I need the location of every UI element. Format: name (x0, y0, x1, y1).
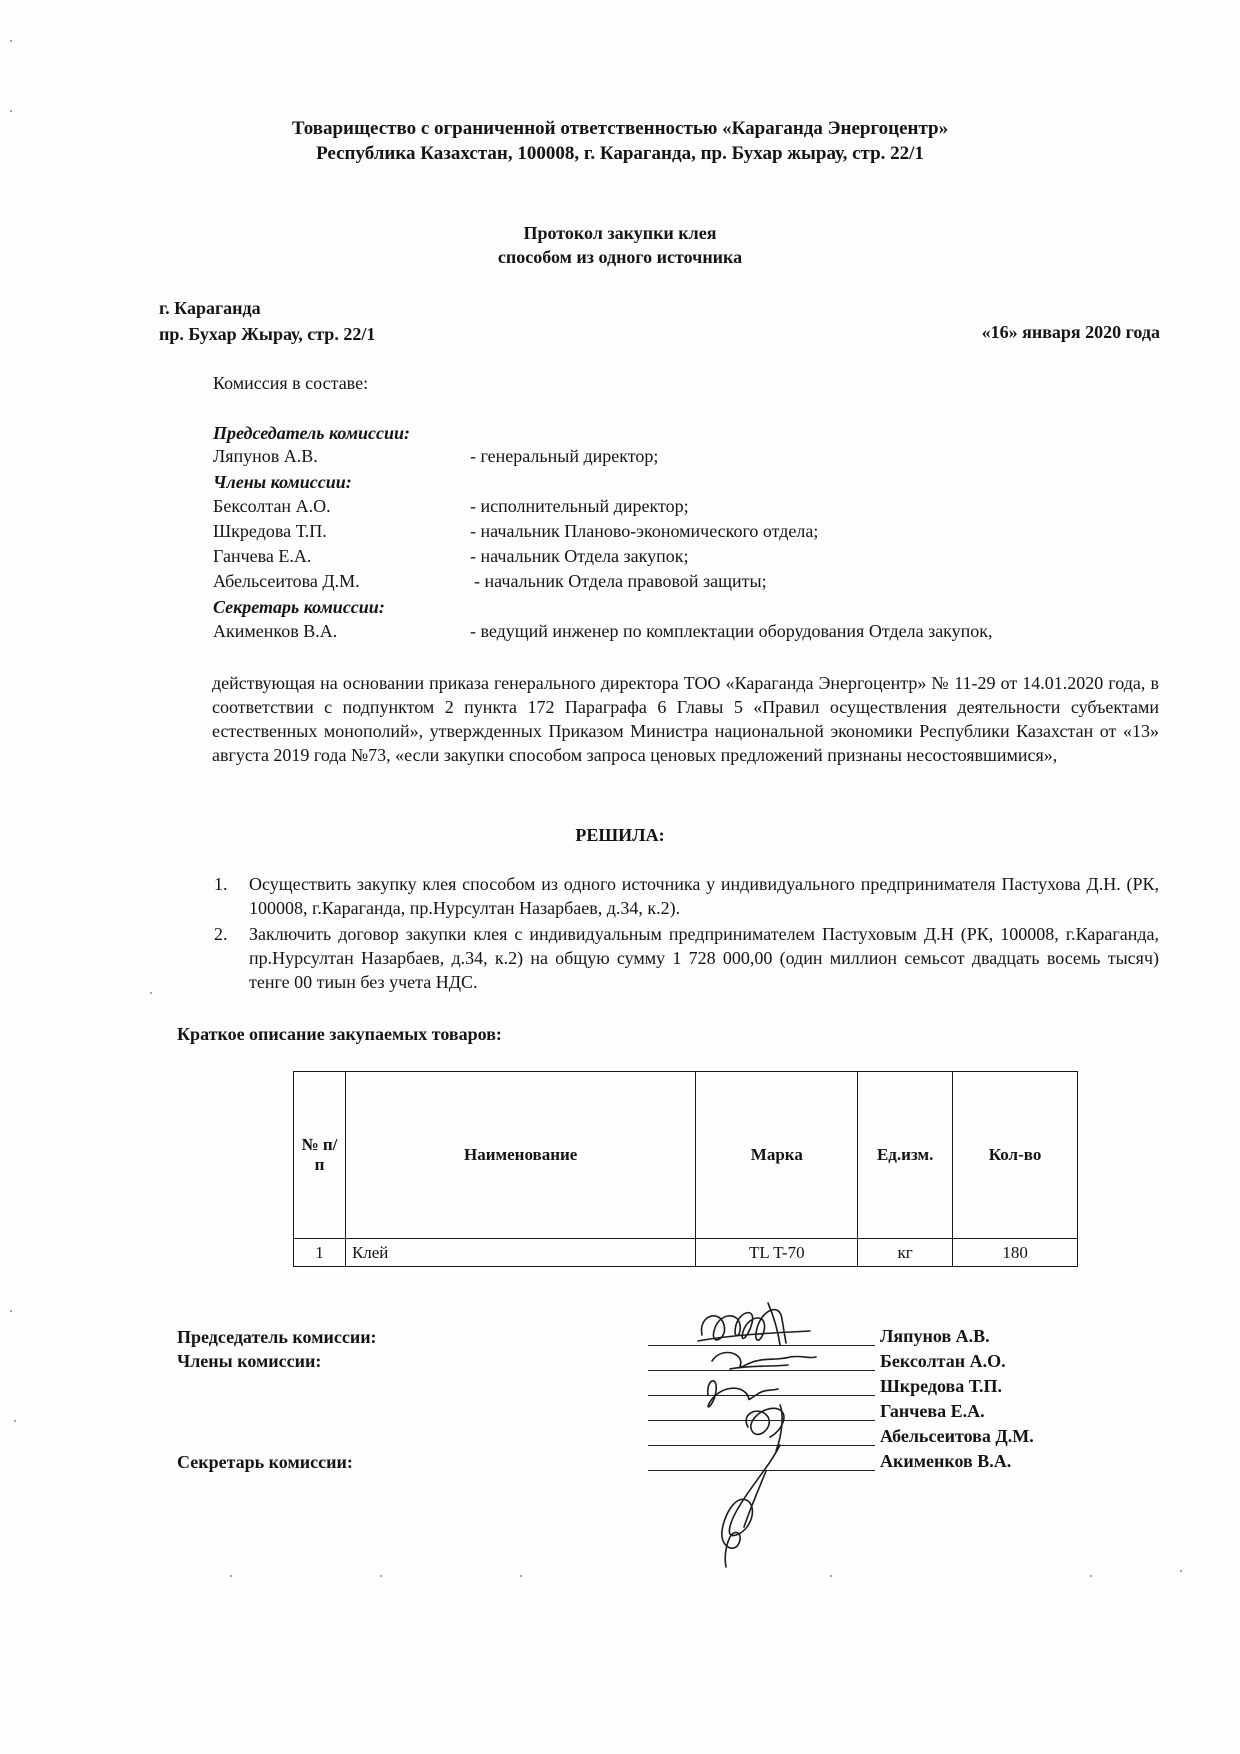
decision-item (214, 922, 1159, 994)
cell-brand: TL T-70 (696, 1239, 858, 1267)
goods-heading: Краткое описание закупаемых товаров: (177, 1024, 502, 1044)
document-subtitle: способом из одного источника (497, 247, 743, 267)
sig-name: Абельсеитова Д.М. (880, 1426, 1034, 1446)
cell-name: Клей (345, 1239, 695, 1267)
member-name: Ганчева Е.А. (213, 546, 312, 566)
column-header-brand: Марка (696, 1072, 858, 1239)
organization-address: Республика Казахстан, 100008, г. Караганда, пр. Бухар жырау, стр. 22/1 (316, 143, 924, 164)
decision-heading: РЕШИЛА: (575, 825, 665, 845)
document-title: Протокол закупки клея (523, 223, 717, 243)
decision-item (214, 872, 1159, 920)
secretary-role: - ведущий инженер по комплектации оборудования Отдела закупок, (470, 621, 993, 641)
basis-paragraph: действующая на основании приказа генерального директора ТОО «Караганда Энергоцентр» № 11-29 от 14.01.2020 года, в соответствии с подпунктом 2 пункта 172 Параграфа 6 Главы 5 «Правил осуществления деятельности субъектами естественных монополий», утвержденных Приказом Министра национальной экономики Республики Казахстан от «13» августа 2019 года №73, «если закупки способом запроса ценовых предложений признаны несостоявшимися», (212, 673, 1159, 765)
sig-name: Шкредова Т.П. (880, 1376, 1002, 1396)
column-header-name: Наименование (345, 1072, 695, 1239)
sig-members-label: Члены комиссии: (177, 1351, 322, 1371)
cell-num: 1 (294, 1239, 346, 1267)
decision-number: 2. (214, 924, 228, 944)
cell-unit: кг (858, 1239, 953, 1267)
column-header-unit: Ед.изм. (858, 1072, 953, 1239)
table-header-row (294, 1072, 1078, 1239)
chair-heading: Председатель комиссии: (213, 423, 411, 443)
column-header-num: № п/п (294, 1072, 346, 1239)
secretary-name: Акименков В.А. (213, 621, 338, 641)
chair-name: Ляпунов А.В. (213, 446, 318, 466)
member-role: - начальник Отдела правовой защиты; (474, 571, 767, 591)
member-name: Бексолтан А.О. (213, 496, 331, 516)
decision-number: 1. (214, 874, 228, 894)
cell-qty: 180 (953, 1239, 1078, 1267)
member-name: Шкредова Т.П. (213, 521, 327, 541)
organization-name: Товарищество с ограниченной ответственностью «Караганда Энергоцентр» (291, 118, 949, 139)
handwritten-signatures (640, 1295, 900, 1575)
member-name: Абельсеитова Д.М. (213, 571, 360, 591)
decision-text: Осуществить закупку клея способом из одного источника у индивидуального предпринимателя Пастухова Д.Н. (РК, 100008, г.Караганда, пр.Нурсултан Назарбаев, д.34, к.2). (249, 874, 1159, 918)
column-header-qty: Кол-во (953, 1072, 1078, 1239)
place-city: г. Караганда (159, 298, 261, 318)
sig-chair-label: Председатель комиссии: (177, 1327, 377, 1347)
sig-name: Акименков В.А. (880, 1451, 1012, 1471)
document-date: «16» января 2020 года (981, 322, 1160, 342)
sig-name: Ганчева Е.А. (880, 1401, 985, 1421)
member-role: - начальник Отдела закупок; (470, 546, 689, 566)
commission-intro: Комиссия в составе: (213, 373, 369, 393)
members-heading: Члены комиссии: (213, 472, 352, 492)
sig-secretary-label: Секретарь комиссии: (177, 1452, 353, 1472)
table-row (294, 1239, 1078, 1267)
member-role: - исполнительный директор; (470, 496, 689, 516)
place-address: пр. Бухар Жырау, стр. 22/1 (159, 324, 376, 344)
goods-table (293, 1071, 1078, 1267)
chair-role: - генеральный директор; (470, 446, 659, 466)
sig-name: Ляпунов А.В. (880, 1326, 990, 1346)
member-role: - начальник Планово-экономического отдела; (470, 521, 819, 541)
sig-name: Бексолтан А.О. (880, 1351, 1006, 1371)
secretary-heading: Секретарь комиссии: (213, 597, 385, 617)
decision-text: Заключить договор закупки клея с индивидуальным предпринимателем Пастуховым Д.Н (РК, 100008, г.Караганда, пр.Нурсултан Назарбаев, д.34, к.2) на общую сумму 1 728 000,00 (один миллион семьсот двадцать восемь тысяч) тенге 00 тиын без учета НДС. (249, 924, 1159, 992)
